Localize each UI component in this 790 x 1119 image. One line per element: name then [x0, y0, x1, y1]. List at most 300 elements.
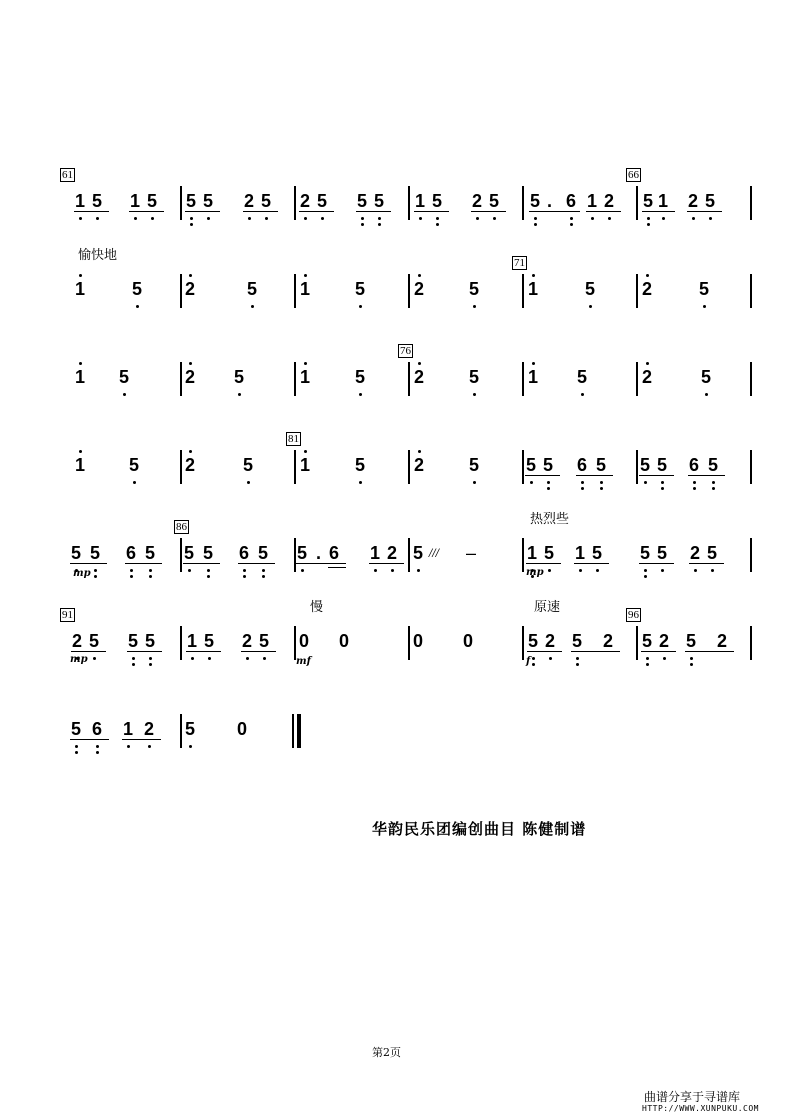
note: 5 [582, 279, 598, 299]
note: 2 [685, 191, 701, 211]
low-octave-dot [417, 569, 420, 572]
score-system [0, 248, 790, 326]
low-octave-dot [690, 663, 693, 666]
high-octave-dot [418, 362, 421, 365]
note: 5 [574, 367, 590, 387]
barline [636, 362, 638, 396]
low-octave-dot [644, 569, 647, 572]
barline [408, 450, 410, 484]
low-octave-dot [646, 657, 649, 660]
low-octave-dot [547, 487, 550, 490]
low-octave-dot [207, 575, 210, 578]
low-octave-dot [547, 481, 550, 484]
note: 2 [297, 191, 313, 211]
note: 1 [72, 455, 88, 475]
low-octave-dot [663, 657, 666, 660]
beam-underline [687, 211, 722, 212]
note: 5 [256, 631, 272, 651]
low-octave-dot [693, 487, 696, 490]
high-octave-dot [646, 362, 649, 365]
low-octave-dot [94, 569, 97, 572]
note: 5 [144, 191, 160, 211]
low-octave-dot [247, 481, 250, 484]
beam-underline [689, 563, 724, 564]
note: 5 [240, 455, 256, 475]
note: 5 [142, 631, 158, 651]
note: 5 [200, 191, 216, 211]
low-octave-dot [473, 305, 476, 308]
low-octave-dot [581, 481, 584, 484]
score-system [0, 432, 790, 502]
barline [750, 450, 752, 484]
dynamic-marking: mp [70, 654, 88, 665]
low-octave-dot [378, 223, 381, 226]
low-octave-dot [359, 305, 362, 308]
low-octave-dot [149, 575, 152, 578]
low-octave-dot [188, 569, 191, 572]
note: 0 [338, 631, 349, 651]
note: 5 [89, 191, 105, 211]
score-system [0, 600, 790, 678]
low-octave-dot [361, 223, 364, 226]
beam-underline [525, 475, 560, 476]
low-octave-dot [591, 217, 594, 220]
note: 0 [412, 631, 423, 651]
low-octave-dot [136, 305, 139, 308]
note: 5 [593, 455, 609, 475]
note: 5 [704, 543, 720, 563]
low-octave-dot [94, 575, 97, 578]
note: 6 [123, 543, 139, 563]
beam-underline [571, 651, 620, 652]
barline [522, 626, 524, 660]
barline [636, 186, 638, 220]
barline [294, 274, 296, 308]
barline [750, 186, 752, 220]
note: 1 [572, 543, 588, 563]
note: 5 [589, 543, 605, 563]
note: 6 [328, 543, 339, 563]
note: 5 [314, 191, 330, 211]
note: 1 [412, 191, 428, 211]
barline [522, 186, 524, 220]
arranger-credit: 华韵民乐团编创曲目 陈健制谱 [372, 820, 587, 838]
beam-underline [414, 211, 449, 212]
dynamic-marking: f [526, 656, 531, 667]
note: 5 [258, 191, 274, 211]
barline [408, 362, 410, 396]
beam-underline [586, 211, 621, 212]
low-octave-dot [190, 223, 193, 226]
beam-underline [688, 475, 725, 476]
low-octave-dot [608, 217, 611, 220]
low-octave-dot [79, 217, 82, 220]
note: 5 [68, 543, 84, 563]
barline [636, 626, 638, 660]
beam-underline [299, 211, 334, 212]
beam-underline [186, 651, 221, 652]
high-octave-dot [79, 362, 82, 365]
barline [294, 186, 296, 220]
low-octave-dot [265, 217, 268, 220]
high-octave-dot [304, 362, 307, 365]
low-octave-dot [596, 569, 599, 572]
measure-number: 96 [628, 609, 639, 621]
low-octave-dot [127, 745, 130, 748]
measure-number: 71 [514, 257, 525, 269]
note: 2 [656, 631, 672, 651]
note: 5 [654, 543, 670, 563]
low-octave-dot [75, 745, 78, 748]
low-octave-dot [96, 751, 99, 754]
note: 0 [462, 631, 473, 651]
low-octave-dot [662, 217, 665, 220]
note: 5 [182, 719, 198, 739]
low-octave-dot [530, 481, 533, 484]
barline [294, 362, 296, 396]
low-octave-dot [238, 393, 241, 396]
beam-underline [574, 563, 609, 564]
low-octave-dot [93, 657, 96, 660]
low-octave-dot [207, 569, 210, 572]
note: 2 [239, 631, 255, 651]
tempo-marking: 原速 [534, 600, 561, 615]
barline [180, 626, 182, 660]
note: 5 [126, 455, 142, 475]
low-octave-dot [130, 569, 133, 572]
low-octave-dot [304, 217, 307, 220]
low-octave-dot [378, 217, 381, 220]
note: 1 [584, 191, 600, 211]
note: 5 [87, 543, 103, 563]
low-octave-dot [123, 393, 126, 396]
measure-number: 91 [62, 609, 73, 621]
low-octave-dot [473, 481, 476, 484]
beam-underline [127, 651, 162, 652]
note: 2 [182, 279, 198, 299]
low-octave-dot [661, 487, 664, 490]
low-octave-dot [321, 217, 324, 220]
measure-number: 66 [628, 169, 639, 181]
note: 2 [602, 631, 613, 651]
high-octave-dot [418, 450, 421, 453]
beam-underline [685, 651, 734, 652]
low-octave-dot [96, 745, 99, 748]
note: 1 [184, 631, 200, 651]
note: 2 [411, 367, 427, 387]
barline [750, 362, 752, 396]
note: 5 [527, 191, 543, 211]
note: 5 [654, 455, 670, 475]
low-octave-dot [96, 217, 99, 220]
low-octave-dot [644, 481, 647, 484]
low-octave-dot [263, 657, 266, 660]
low-octave-dot [581, 487, 584, 490]
note: 5 [640, 191, 656, 211]
note: 5 [696, 279, 712, 299]
beam-underline [356, 211, 391, 212]
score-system [0, 168, 790, 238]
barline [408, 274, 410, 308]
low-octave-dot [690, 657, 693, 660]
low-octave-dot [248, 217, 251, 220]
dynamic-marking: mf [296, 656, 311, 667]
low-octave-dot [132, 657, 135, 660]
note: 2 [542, 631, 558, 651]
note: 1 [655, 191, 671, 211]
note: 5 [637, 455, 653, 475]
beam-underline [527, 651, 562, 652]
sustain-dash: – [466, 543, 477, 563]
low-octave-dot [693, 481, 696, 484]
augmentation-dot: . [547, 191, 553, 211]
low-octave-dot [532, 657, 535, 660]
low-octave-dot [661, 569, 664, 572]
low-octave-dot [243, 575, 246, 578]
low-octave-dot [600, 481, 603, 484]
beam-underline [183, 563, 220, 564]
note: 5 [68, 719, 84, 739]
note: 2 [716, 631, 727, 651]
low-octave-dot [132, 663, 135, 666]
low-octave-dot [534, 223, 537, 226]
low-octave-dot [361, 217, 364, 220]
low-octave-dot [151, 217, 154, 220]
note: 2 [469, 191, 485, 211]
note: 5 [255, 543, 271, 563]
beam-underline [70, 563, 107, 564]
low-octave-dot [581, 393, 584, 396]
note: 0 [298, 631, 309, 651]
barline [180, 186, 182, 220]
beam-underline [369, 563, 404, 564]
low-octave-dot [391, 569, 394, 572]
note: 1 [72, 279, 88, 299]
beam-underline [576, 475, 613, 476]
note: 2 [384, 543, 400, 563]
beam-underline [70, 739, 109, 740]
beam-underline [296, 563, 346, 564]
note: 2 [411, 455, 427, 475]
barline [294, 450, 296, 484]
low-octave-dot [262, 575, 265, 578]
low-octave-dot [711, 569, 714, 572]
note: 5 [352, 367, 368, 387]
measure-number: 76 [400, 345, 411, 357]
note: 5 [466, 455, 482, 475]
final-barline-thin [292, 714, 294, 748]
beam-underline [642, 211, 675, 212]
low-octave-dot [709, 217, 712, 220]
tremolo-mark: /// [429, 548, 440, 559]
note: 1 [297, 279, 313, 299]
barline [522, 274, 524, 308]
beam-underline [185, 211, 220, 212]
low-octave-dot [419, 217, 422, 220]
score-system [0, 344, 790, 414]
beam-underline [529, 211, 580, 212]
barline [522, 362, 524, 396]
note: 5 [142, 543, 158, 563]
barline [750, 274, 752, 308]
note: 1 [120, 719, 136, 739]
measure-number: 61 [62, 169, 73, 181]
high-octave-dot [189, 274, 192, 277]
note: 5 [231, 367, 247, 387]
note: 5 [371, 191, 387, 211]
low-octave-dot [570, 223, 573, 226]
note: 5 [200, 543, 216, 563]
beam-underline [238, 563, 275, 564]
note: 5 [705, 455, 721, 475]
note: 5 [466, 367, 482, 387]
note: 5 [639, 631, 655, 651]
augmentation-dot: . [316, 543, 322, 563]
low-octave-dot [600, 487, 603, 490]
beam-underline [526, 563, 561, 564]
note: 5 [183, 191, 199, 211]
note: 1 [297, 367, 313, 387]
note: 5 [429, 191, 445, 211]
low-octave-dot [549, 657, 552, 660]
beam-underline [71, 651, 106, 652]
note: 6 [686, 455, 702, 475]
tempo-marking: 愉快地 [78, 248, 118, 263]
dynamic-marking: mp [526, 567, 544, 578]
barline [636, 274, 638, 308]
watermark-url: HTTP://WWW.XUNPUKU.COM [642, 1104, 759, 1113]
high-octave-dot [79, 450, 82, 453]
low-octave-dot [191, 657, 194, 660]
note: 5 [244, 279, 260, 299]
note: 5 [352, 455, 368, 475]
beam-underline [122, 739, 161, 740]
tempo-marking: 慢 [310, 600, 324, 615]
high-octave-dot [532, 362, 535, 365]
note: 5 [116, 367, 132, 387]
low-octave-dot [246, 657, 249, 660]
low-octave-dot [359, 393, 362, 396]
note: 0 [236, 719, 247, 739]
note: 1 [127, 191, 143, 211]
low-octave-dot [493, 217, 496, 220]
low-octave-dot [149, 657, 152, 660]
high-octave-dot [646, 274, 649, 277]
high-octave-dot [189, 450, 192, 453]
low-octave-dot [576, 657, 579, 660]
tempo-marking: 热烈些 [530, 512, 570, 527]
low-octave-dot [589, 305, 592, 308]
low-octave-dot [576, 663, 579, 666]
low-octave-dot [476, 217, 479, 220]
beam-underline [471, 211, 506, 212]
note: 5 [125, 631, 141, 651]
low-octave-dot [579, 569, 582, 572]
note: 2 [182, 367, 198, 387]
low-octave-dot [712, 481, 715, 484]
high-octave-dot [532, 274, 535, 277]
low-octave-dot [694, 569, 697, 572]
note: 6 [574, 455, 590, 475]
low-octave-dot [644, 575, 647, 578]
note: 6 [563, 191, 579, 211]
beam-underline [241, 651, 276, 652]
low-octave-dot [134, 217, 137, 220]
note: 1 [72, 367, 88, 387]
beam-underline [639, 475, 674, 476]
low-octave-dot [149, 569, 152, 572]
low-octave-dot [703, 305, 706, 308]
barline [750, 538, 752, 572]
note: 5 [540, 455, 556, 475]
note: 1 [525, 279, 541, 299]
beam-underline [641, 651, 676, 652]
high-octave-dot [304, 450, 307, 453]
beam-underline [328, 567, 346, 568]
high-octave-dot [189, 362, 192, 365]
note: 2 [639, 279, 655, 299]
note: 5 [525, 631, 541, 651]
beam-underline [125, 563, 162, 564]
note: 1 [297, 455, 313, 475]
note: 2 [69, 631, 85, 651]
low-octave-dot [661, 481, 664, 484]
note: 2 [639, 367, 655, 387]
note: 2 [687, 543, 703, 563]
low-octave-dot [473, 393, 476, 396]
note: 5 [352, 279, 368, 299]
page-number: 第2页 [372, 1046, 401, 1059]
low-octave-dot [207, 217, 210, 220]
score-system [0, 512, 790, 590]
note: 5 [698, 367, 714, 387]
note: 1 [524, 543, 540, 563]
low-octave-dot [243, 569, 246, 572]
note: 2 [411, 279, 427, 299]
beam-underline [243, 211, 278, 212]
note: 2 [141, 719, 157, 739]
low-octave-dot [712, 487, 715, 490]
note: 5 [466, 279, 482, 299]
low-octave-dot [359, 481, 362, 484]
low-octave-dot [251, 305, 254, 308]
note: 5 [129, 279, 145, 299]
low-octave-dot [374, 569, 377, 572]
low-octave-dot [149, 663, 152, 666]
note: 5 [683, 631, 699, 651]
low-octave-dot [647, 223, 650, 226]
high-octave-dot [418, 274, 421, 277]
dynamic-marking: mp [73, 568, 91, 579]
note: 6 [236, 543, 252, 563]
note: 5 [523, 455, 539, 475]
watermark-text: 曲谱分享于寻谱库 [644, 1090, 741, 1104]
low-octave-dot [189, 745, 192, 748]
note: 5 [86, 631, 102, 651]
low-octave-dot [190, 217, 193, 220]
score-system [0, 696, 790, 766]
low-octave-dot [301, 569, 304, 572]
low-octave-dot [436, 223, 439, 226]
barline [408, 186, 410, 220]
note: 2 [601, 191, 617, 211]
low-octave-dot [534, 217, 537, 220]
low-octave-dot [208, 657, 211, 660]
beam-underline [74, 211, 109, 212]
beam-underline [129, 211, 164, 212]
high-octave-dot [304, 274, 307, 277]
low-octave-dot [436, 217, 439, 220]
